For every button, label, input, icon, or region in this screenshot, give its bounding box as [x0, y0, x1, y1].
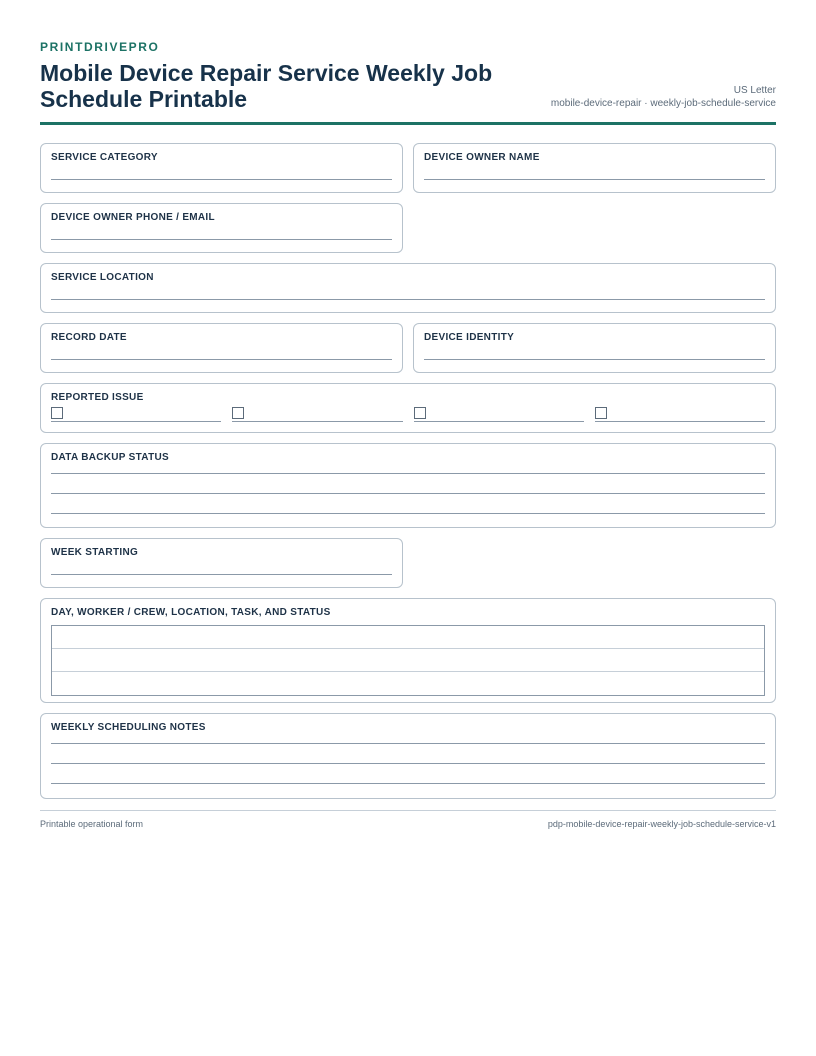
- page-meta: [551, 84, 776, 112]
- service-category-input[interactable]: [51, 164, 392, 180]
- device-owner-contact-label: DEVICE OWNER PHONE / EMAIL: [51, 212, 215, 223]
- checkbox[interactable]: [414, 407, 426, 419]
- service-category-field: [40, 143, 403, 193]
- reported-issue-option: [51, 406, 221, 422]
- schedule-table-field: [40, 598, 776, 703]
- record-date-field: [40, 323, 403, 373]
- device-owner-name-input[interactable]: [424, 164, 765, 180]
- table-row[interactable]: [52, 626, 764, 649]
- device-owner-contact-field: [40, 203, 403, 253]
- service-location-label: SERVICE LOCATION: [51, 272, 154, 283]
- device-owner-name-label: DEVICE OWNER NAME: [424, 152, 540, 163]
- form-page: [40, 40, 776, 799]
- writing-line[interactable]: [51, 764, 765, 784]
- week-starting-field: [40, 538, 403, 588]
- writing-line[interactable]: [51, 734, 765, 744]
- service-category-label: SERVICE CATEGORY: [51, 152, 158, 163]
- reported-issue-option: [595, 406, 765, 422]
- form-slug: mobile-device-repair · weekly-job-schedule-service: [550, 98, 776, 109]
- writing-line[interactable]: [51, 464, 765, 474]
- device-owner-contact-input[interactable]: [51, 224, 392, 240]
- reported-issue-field: [40, 383, 776, 433]
- checkbox[interactable]: [51, 407, 63, 419]
- brand-name: PRINTDRIVEPRO: [40, 40, 160, 54]
- reported-issue-option: [414, 406, 584, 422]
- paper-size: US Letter: [733, 85, 776, 96]
- weekly-notes-lines: [51, 734, 765, 784]
- data-backup-status-label: DATA BACKUP STATUS: [51, 452, 169, 463]
- page-header: [40, 60, 776, 125]
- week-starting-input[interactable]: [51, 559, 392, 575]
- footer-left-text: Printable operational form: [40, 819, 144, 829]
- writing-line[interactable]: [51, 744, 765, 764]
- device-owner-name-field: [413, 143, 776, 193]
- footer-form-id: pdp-mobile-device-repair-weekly-job-schedule-service-v1: [547, 819, 776, 829]
- record-date-input[interactable]: [51, 344, 392, 360]
- writing-line[interactable]: [51, 474, 765, 494]
- reported-issue-options: [51, 406, 765, 422]
- reported-issue-label: REPORTED ISSUE: [51, 392, 144, 403]
- weekly-notes-field: [40, 713, 776, 799]
- table-row[interactable]: [52, 649, 764, 672]
- week-starting-label: WEEK STARTING: [51, 547, 139, 558]
- page-title: Mobile Device Repair Service Weekly Job Schedule Printable: [40, 60, 493, 112]
- record-date-label: RECORD DATE: [51, 332, 127, 343]
- reported-issue-option: [232, 406, 402, 422]
- page-footer: [40, 810, 776, 829]
- device-identity-label: DEVICE IDENTITY: [424, 332, 515, 343]
- checkbox[interactable]: [595, 407, 607, 419]
- checkbox[interactable]: [232, 407, 244, 419]
- device-identity-input[interactable]: [424, 344, 765, 360]
- schedule-table: [51, 625, 765, 696]
- service-location-input[interactable]: [51, 284, 765, 300]
- schedule-table-label: DAY, WORKER / CREW, LOCATION, TASK, AND STATUS: [51, 607, 331, 618]
- writing-line[interactable]: [51, 494, 765, 514]
- table-row[interactable]: [52, 672, 764, 695]
- weekly-notes-label: WEEKLY SCHEDULING NOTES: [51, 722, 206, 733]
- data-backup-status-lines: [51, 464, 765, 514]
- data-backup-status-field: [40, 443, 776, 528]
- service-location-field: [40, 263, 776, 313]
- device-identity-field: [413, 323, 776, 373]
